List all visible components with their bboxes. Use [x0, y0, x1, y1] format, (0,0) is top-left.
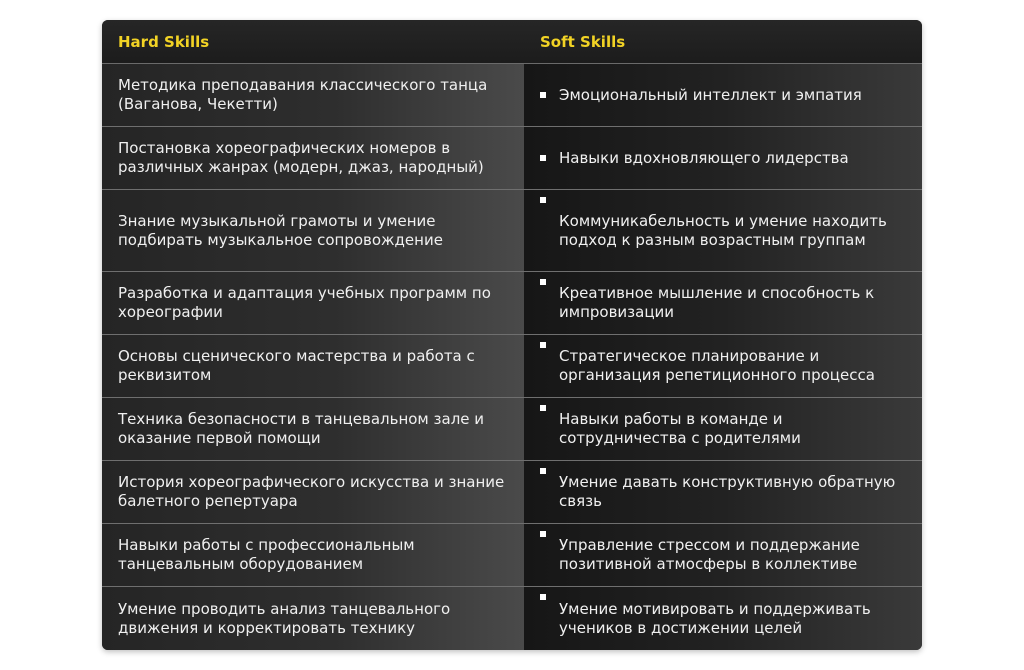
soft-skill-cell: [524, 587, 922, 650]
table-header: [102, 20, 922, 64]
soft-skill-cell: [524, 64, 922, 126]
soft-skill-text: Умение мотивировать и поддерживать учеников в достижении целей: [559, 599, 871, 637]
table-row: [102, 272, 922, 335]
hard-skill-cell: Техника безопасности в танцевальном зале и оказание первой помощи: [102, 398, 524, 460]
soft-skill-cell: [524, 272, 922, 334]
table-row: [102, 587, 922, 650]
bullet-icon: [540, 279, 546, 285]
bullet-icon: [540, 531, 546, 537]
soft-skill-cell: [524, 127, 922, 189]
hard-skill-cell: Умение проводить анализ танцевального движения и корректировать технику: [102, 587, 524, 650]
soft-skill-text: Умение давать конструктивную обратную связь: [559, 473, 896, 510]
hard-skill-cell: История хореографического искусства и знание балетного репертуара: [102, 461, 524, 523]
soft-skill-cell: [524, 461, 922, 523]
bullet-icon: [540, 197, 546, 203]
soft-skill-text: Стратегическое планирование и организация репетиционного процесса: [559, 347, 875, 384]
soft-skill-cell: [524, 335, 922, 397]
bullet-icon: [540, 405, 546, 411]
header-hard-skills: Hard Skills: [118, 32, 210, 51]
table-body: [102, 64, 922, 650]
soft-skill-cell: [524, 398, 922, 460]
table-row: [102, 461, 922, 524]
skills-table: [102, 20, 922, 650]
soft-skill-text: Эмоциональный интеллект и эмпатия: [559, 85, 862, 104]
table-row: [102, 524, 922, 587]
soft-skill-text: Креативное мышление и способность к импровизации: [559, 284, 875, 321]
hard-skill-cell: Навыки работы с профессиональным танцевальным оборудованием: [102, 524, 524, 586]
hard-skill-cell: Постановка хореографических номеров в различных жанрах (модерн, джаз, народный): [102, 127, 524, 189]
soft-skill-text: Навыки работы в команде и сотрудничества с родителями: [559, 410, 801, 447]
table-row: [102, 398, 922, 461]
soft-skill-text: Коммуникабельность и умение находить подход к разным возрастным группам: [559, 211, 887, 249]
soft-skill-text: Управление стрессом и поддержание позитивной атмосферы в коллективе: [559, 536, 860, 573]
bullet-icon: [540, 342, 546, 348]
bullet-icon: [540, 155, 546, 161]
bullet-icon: [540, 594, 546, 600]
table-row: [102, 64, 922, 127]
soft-skill-text: Навыки вдохновляющего лидерства: [559, 148, 849, 167]
soft-skill-cell: [524, 190, 922, 271]
bullet-icon: [540, 92, 546, 98]
table-row: [102, 127, 922, 190]
hard-skill-cell: Методика преподавания классического танца (Ваганова, Чекетти): [102, 64, 524, 126]
hard-skill-cell: Разработка и адаптация учебных программ по хореографии: [102, 272, 524, 334]
table-row: [102, 335, 922, 398]
hard-skill-cell: Знание музыкальной грамоты и умение подбирать музыкальное сопровождение: [102, 190, 524, 271]
table-row: [102, 190, 922, 272]
hard-skill-cell: Основы сценического мастерства и работа с реквизитом: [102, 335, 524, 397]
header-soft-skills: Soft Skills: [540, 32, 626, 51]
soft-skill-cell: [524, 524, 922, 586]
bullet-icon: [540, 468, 546, 474]
